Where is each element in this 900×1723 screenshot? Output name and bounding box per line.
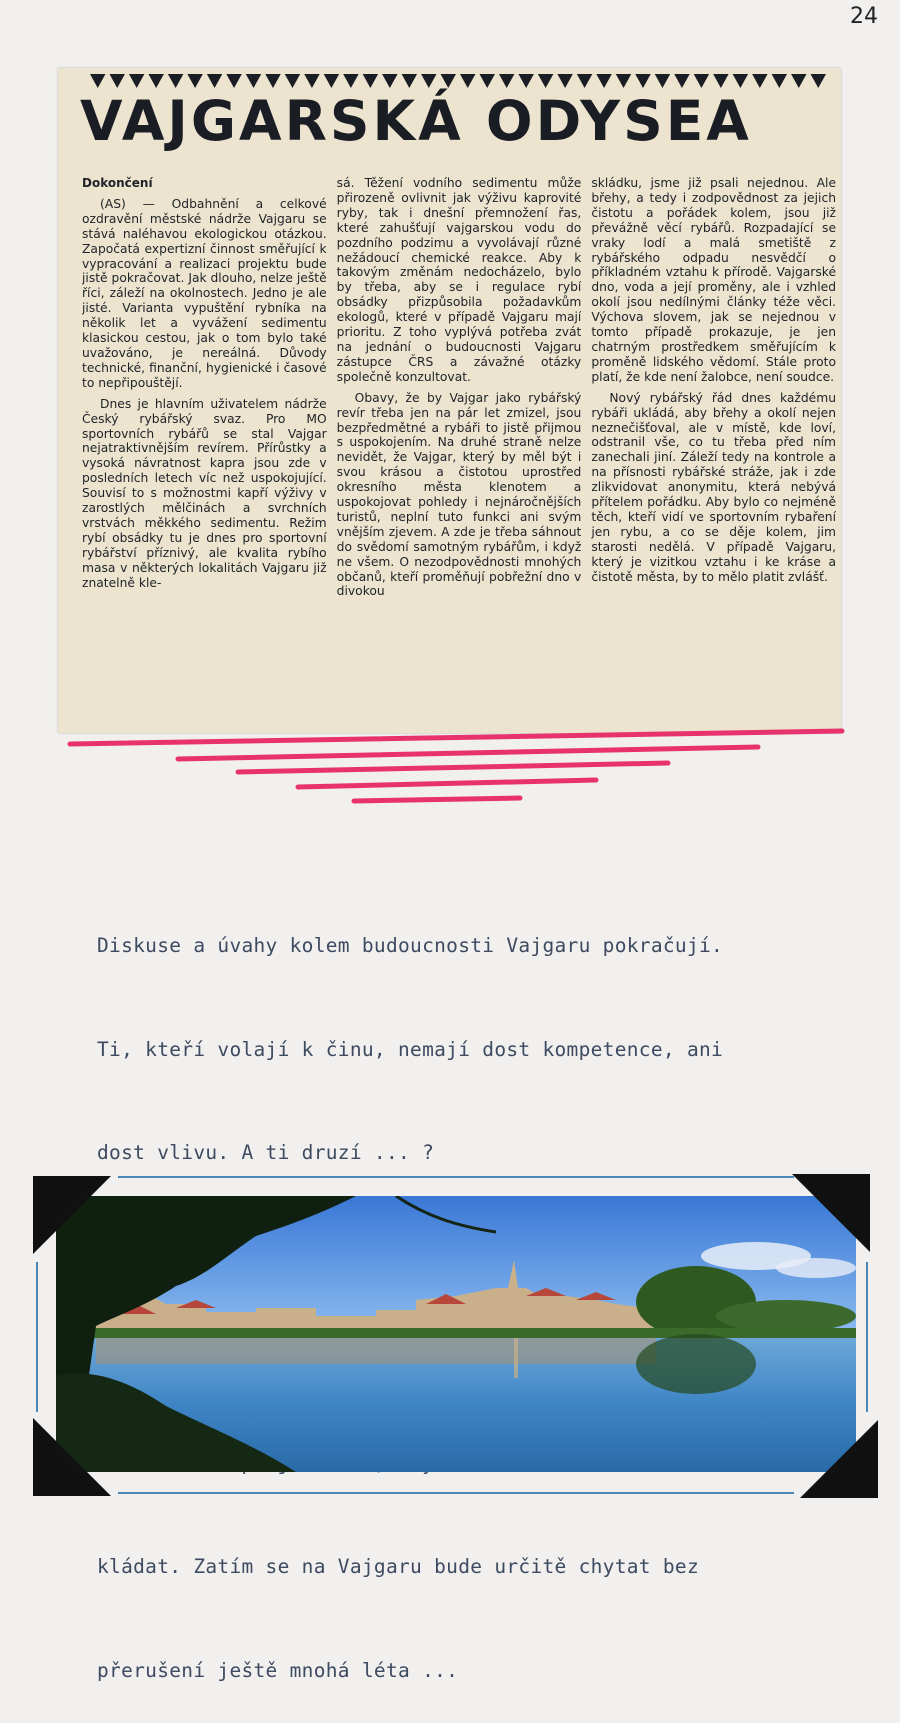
article-column-3 (591, 176, 836, 721)
photo-corner-top-right (792, 1174, 870, 1252)
triangle-ornament (577, 74, 592, 88)
triangle-ornament (518, 74, 533, 88)
triangle-ornament (148, 74, 163, 88)
typed-line: přerušení ještě mnohá léta ... (97, 1658, 459, 1682)
triangle-ornament (772, 74, 787, 88)
triangle-ornament (265, 74, 280, 88)
triangle-ornament (187, 74, 202, 88)
triangle-ornament (109, 74, 124, 88)
typed-line: dost vlivu. A ti druzí ... ? (97, 1141, 435, 1164)
triangle-ornament (596, 74, 611, 88)
marker-line (298, 780, 596, 787)
triangle-ornament (285, 74, 300, 88)
triangle-ornament (479, 74, 494, 88)
cloud (776, 1258, 856, 1278)
triangle-ornament (246, 74, 261, 88)
marker-line (354, 798, 520, 801)
triangle-ornament (752, 74, 767, 88)
triangle-ornament (382, 74, 397, 88)
triangle-ornament (499, 74, 514, 88)
typed-line: kládat. Zatím se na Vajgaru bude určitě chytat bez (97, 1555, 699, 1578)
triangle-ornament (226, 74, 241, 88)
triangle-ornament (207, 74, 222, 88)
spire-reflection (514, 1338, 518, 1378)
triangle-ornament (557, 74, 572, 88)
triangle-ornament (129, 74, 144, 88)
article-columns (82, 176, 836, 721)
triangle-ornament (674, 74, 689, 88)
marker-line (238, 763, 668, 772)
triangle-ornament (324, 74, 339, 88)
triangle-ornament (402, 74, 417, 88)
triangle-ornament (460, 74, 475, 88)
shore-trees (716, 1300, 856, 1332)
article-paragraph: Dnes je hlavním uživatelem nádrže Český rybářský svaz. Pro MO sportovních rybářů se stal Vajgar nejatraktivnějším revírem. Přírůstky a vysoká návratnost kapra jsou zde v posledních letech víc než uspokojující. Souvisí to s možnostmi kapří výživy v zarostlých mělčinách a svrchních vrstvách měkkého sedimentu. Režim rybí obsádky tu je dnes pro sportovní rybářství příznivý, ale kvalita rybího masa v některých lokalitách Vajgaru již znatelně kle- (82, 396, 327, 590)
triangle-ornament (616, 74, 631, 88)
lake-town-photo (56, 1196, 856, 1472)
triangle-ornament (168, 74, 183, 88)
pink-marker-lines (0, 725, 900, 815)
article-kicker: Dokončení (82, 176, 153, 190)
typed-line: Diskuse a úvahy kolem budoucnosti Vajgaru pokračují. (97, 934, 724, 957)
triangle-ornament (421, 74, 436, 88)
marker-line (178, 747, 758, 759)
article-paragraph: Nový rybářský řád dnes každému rybáři ukládá, aby břehy a okolí nejen neznečišťoval, ale v místě, kde loví, odstranil vše, co tu třeba před ním zanechali jiní. Záleží tedy na kontrole a na přísnosti rybářské stráže, jak i zde zlikvidovat anonymitu, která nebývá přítelem pořádku. Aby bylo co nejméně těch, kteří vidí ve sportovním rybaření jen rybu, a co se děje kolem, jim starosti nedělá. V případě Vajgaru, který je vizitkou vztahu i ke kráse a čistotě města, by to mělo platit zvlášť. (591, 390, 837, 584)
article-column-2 (337, 176, 582, 721)
reflection (96, 1338, 656, 1364)
photo-corner-top-left (33, 1176, 111, 1254)
typed-line: Ti, kteří volají k činu, nemají dost kompetence, ani (97, 1037, 724, 1061)
triangle-ornament (441, 74, 456, 88)
triangle-ornament (343, 74, 358, 88)
shoreline (56, 1328, 856, 1338)
article-column-1 (82, 176, 327, 721)
triangle-ornament (791, 74, 806, 88)
article-paragraph: (AS) — Odbahnění a celkové ozdravění městské nádrže Vajgaru se stává naléhavou ekologickou otázkou. Započatá expertizní činnost směřující k vypracování a realizaci projektu bude jistě pokračovat. Jak dlouho, nelze ještě říci, záleží na okolnostech. Jedno je ale jisté. Varianta vypuštění rybníka na několik let a vyvážení sedimentu klasickou cestou, jak o tom bylo také uvažováno, je nereálná. Důvody technické, finanční, hygienické i časové to nepřipouštějí. (82, 196, 327, 390)
triangle-ornament (811, 74, 826, 88)
triangle-ornament (713, 74, 728, 88)
frame-line-right (866, 1262, 868, 1412)
page-number: 24 (850, 4, 878, 29)
photo-corner-bottom-right (800, 1420, 878, 1498)
decorative-triangle-border (88, 72, 828, 90)
triangle-ornament (694, 74, 709, 88)
triangle-ornament (655, 74, 670, 88)
article-headline: VAJGARSKÁ ODYSEA (80, 89, 752, 153)
frame-line-left (36, 1262, 38, 1412)
triangle-ornament (733, 74, 748, 88)
article-paragraph: sá. Těžení vodního sedimentu může přirozeně ovlivnit jak výživu kaprovité ryby, tak i dnešní přemnožení řas, které zahušťují vajgarskou vodu do pozdního podzimu a vyvolávají různé nežádoucí chemické reakce. Aby k takovým změnám nedocházelo, bylo by třeba, aby se i regulace rybí obsádky přizpůsobila požadavkům ekologů, které v případě Vajgaru mají prioritu. Z toho vyplývá potřeba zvát na jednání o budoucnosti Vajgaru zástupce ČRS a závažné otázky společně konzultovat. (336, 176, 582, 384)
triangle-ornament (304, 74, 319, 88)
triangle-ornament (363, 74, 378, 88)
article-paragraph: Obavy, že by Vajgar jako rybářský revír třeba jen na pár let zmizel, jsou bezpředmětné a rybáři to jistě přijmou s uspokojením. Na druhé straně nelze nevidět, že Vajgar, který by měl být i svou krásou a čistotou uprostřed okresního města klenotem a uspokojovat pohledy i nejnáročnějších turistů, neplní tuto funkci ani svým vnějším zjevem. A zde je třeba sáhnout do svědomí samotným rybářům, i když ne všem. O nezodpovědnosti mnohých občanů, kteří proměňují pobřežní dno v divokou (336, 390, 582, 599)
newspaper-clipping (58, 68, 841, 733)
frame-line-bottom (118, 1492, 794, 1494)
reflection (636, 1334, 756, 1394)
triangle-ornament (90, 74, 105, 88)
frame-line-top (118, 1176, 794, 1178)
photo-corner-bottom-left (33, 1418, 111, 1496)
triangle-ornament (635, 74, 650, 88)
marker-line (70, 731, 842, 744)
article-paragraph: skládku, jsme již psali nejednou. Ale břehy, a tedy i zodpovědnost za jejich čistotu a pořádek kolem, jsou již převážně věcí rybářů. Rozpadající se vraky lodí a malá smetiště z rybářského odpadu nesvědčí o příkladném vztahu k přírodě. Vajgarské dno, voda a její proměny, ale i vzhled okolí jsou nedílnými články téže věci. Výchova slovem, jak se nejednou v tomto případě prokazuje, je jen chatrným prostředkem směřujícím k proměně lidského vědomí. Stále proto platí, že kde není žalobce, není soudce. (591, 176, 837, 384)
triangle-ornament (538, 74, 553, 88)
